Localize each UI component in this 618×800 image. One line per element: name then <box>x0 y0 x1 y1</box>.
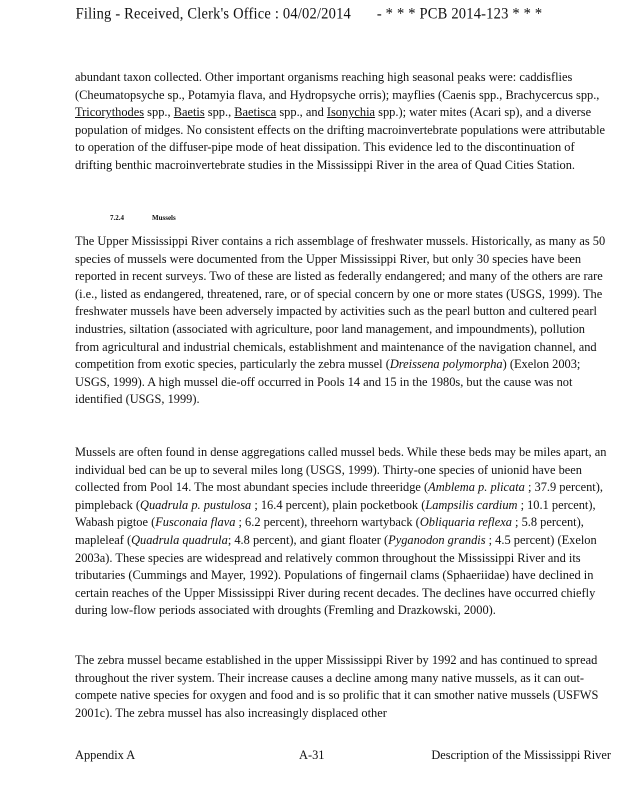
genus-isonychia: Isonychia <box>326 105 376 120</box>
text-run: ; 4.8 percent), and giant floater ( <box>227 532 389 547</box>
section-title: Mussels <box>152 214 176 222</box>
text-run: ; 5.8 percent), mapleleaf ( <box>75 515 584 547</box>
species-name: Lampsilis cardium <box>425 497 518 512</box>
text-run: ; 6.2 percent), threehorn wartyback ( <box>235 515 420 530</box>
species-name: Quadrula p. pustulosa <box>140 497 252 512</box>
paragraph-zebra-mussel <box>75 652 611 722</box>
text-run: Mussels are often found in dense aggregations called mussel beds. While these beds may be miles apart, an individual bed can be up to several miles long (USGS, 1999). Thirty-one species of unionid have been collected from Pool 14. The most abundant species include threeridge ( <box>75 445 607 495</box>
text-run: spp., <box>204 105 235 120</box>
text-run: The zebra mussel became established in the upper Mississippi River by 1992 and has continued to spread throughout the river system. Their increase causes a decline among many native mussels, as it can out-compete native species for oxygen and food and is so prolific that it can smother native mussels (USFWS 2001c). The zebra mussel has also increasingly displaced other <box>75 653 599 720</box>
filing-stamp-header <box>0 5 618 23</box>
case-number: - * * * PCB 2014-123 * * * <box>376 5 543 23</box>
clerks-office-label: Clerk's Office <box>187 5 272 23</box>
species-name: Pyganodon grandis <box>388 532 486 547</box>
species-name: Obliquaria reflexa <box>419 515 512 530</box>
genus-baetis: Baetis <box>173 105 205 120</box>
section-number: 7.2.4 <box>110 214 124 222</box>
paragraph-drift-macroinvertebrates <box>75 69 611 175</box>
species-name: Fusconaia flava <box>155 515 236 530</box>
footer-appendix: Appendix A <box>75 748 136 762</box>
text-run: ) (Exelon 2003; USGS, 1999). A high mussel die-off occurred in Pools 14 and 15 in the 1980s, but the cause was not identified (USGS, 1999). <box>75 357 581 407</box>
species-name: Quadrula quadrula <box>131 532 228 547</box>
text-run: ; 4.5 percent) (Exelon 2003a). These species are widespread and relatively common throughout the Mississippi River and its tributaries (Cummings and Mayer, 1992). Populations of fingernail clams (Sphaeriidae) have declined in certain reaches of the Upper Mississippi River during recent decades. The declines have occurred chiefly during low-flow periods associated with droughts (Fremling and Drazkowski, 2000). <box>75 532 597 618</box>
filing-received-label: Filing - Received, <box>75 5 184 23</box>
species-name: Amblema p. plicata <box>428 480 525 495</box>
genus-tricorythodes: Tricorythodes <box>75 105 145 120</box>
section-heading <box>110 214 176 222</box>
text-run: spp., and <box>276 105 327 120</box>
text-run: abundant taxon collected. Other important organisms reaching high seasonal peaks were: caddisflies (Cheumatopsyche sp., Potamyia flava, and Hydropsyche orris); mayflies (Caenis spp., Brachycercus spp., <box>75 70 600 102</box>
text-run: spp., <box>144 105 174 120</box>
text-run: ; 37.9 percent), pimpleback ( <box>75 480 603 512</box>
text-run: ; 10.1 percent), Wabash pigtoe ( <box>75 497 596 530</box>
species-name: Dreissena polymorpha <box>389 357 503 372</box>
page-number: A-31 <box>299 748 325 762</box>
footer-section-title: Description of the Mississippi River <box>431 748 611 762</box>
text-run: spp.); water mites (Acari sp), and a diverse population of midges. No consistent effects on the drifting macroinvertebrate populations were attributable to operation of the diffuser-pipe mode of heat dissipation. This evidence led to the discontinuation of drifting benthic macroinvertebrate studies in the Mississippi River in the area of Quad Cities Station. <box>75 105 606 172</box>
paragraph-mussels-overview <box>75 233 611 409</box>
paragraph-mussel-beds <box>75 444 611 620</box>
text-run: The Upper Mississippi River contains a rich assemblage of freshwater mussels. Historically, as many as 50 species of mussels were documented from the Upper Mississippi River, but only 30 species have been reported in recent surveys. Two of these are listed as federally endangered; and many of the others are rare (i.e., listed as endangered, threatened, rare, or of special concern by one or more states (USGS, 1999). The freshwater mussels have been adversely impacted by activities such as the pearl button and cultered pearl industries, siltation (associated with agriculture, poor land management, and impoundments), pollution from agricultural and industrial chemicals, establishment and maintenance of the navigation channel, and competition from exotic species, particularly the zebra mussel ( <box>75 234 606 372</box>
genus-baetisca: Baetisca <box>234 105 277 120</box>
text-run: ; 16.4 percent), plain pocketbook ( <box>251 497 426 512</box>
filing-date: : 04/02/2014 <box>274 5 351 23</box>
